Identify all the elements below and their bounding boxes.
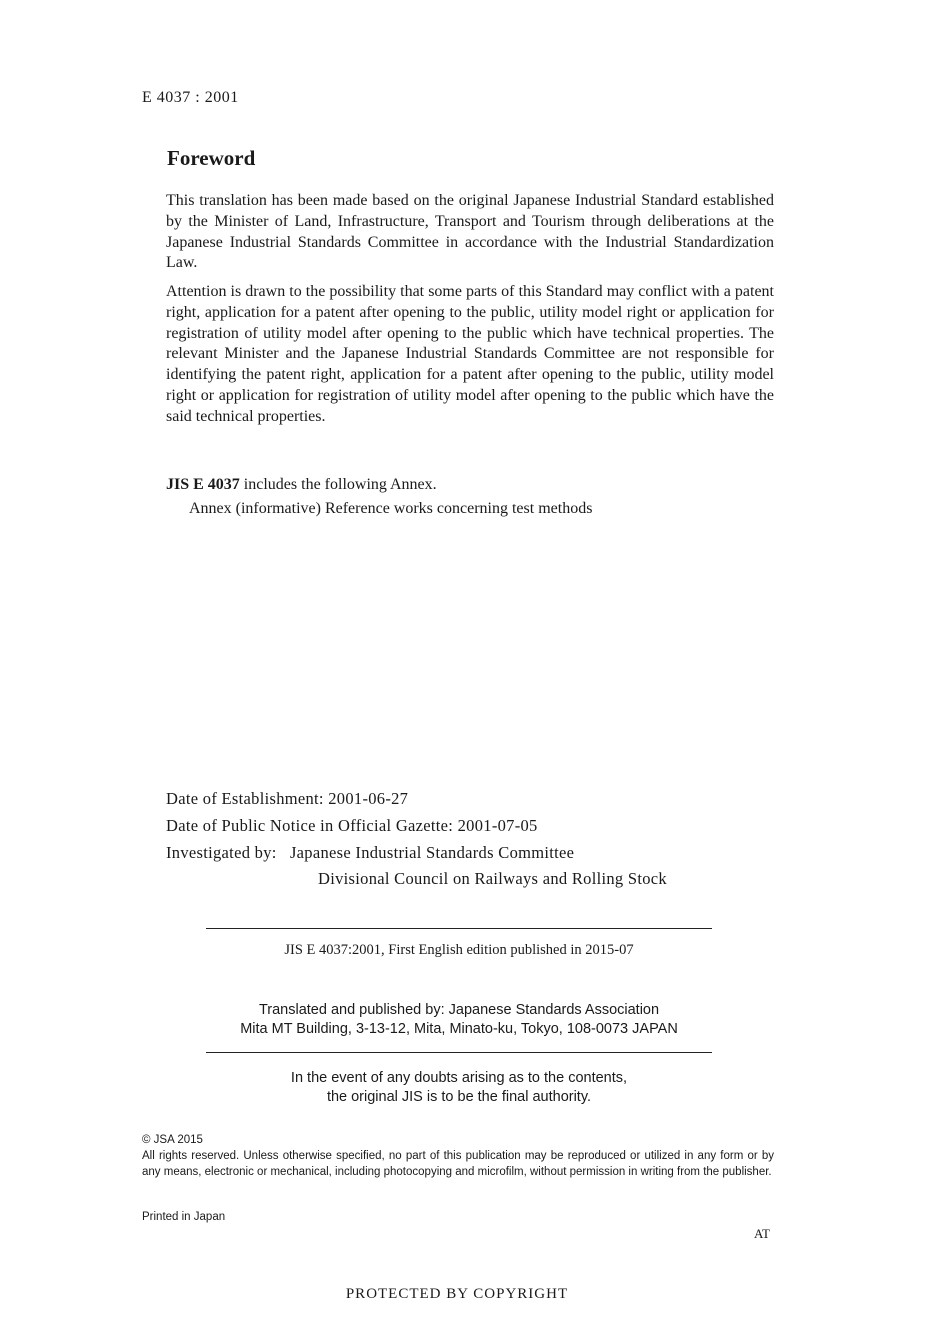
- foreword-paragraph-2: Attention is drawn to the possibility that some parts of this Standard may conflict with a patent right, application for a patent after opening to the public, utility model right or application for registration of utility model after opening to the public which have technical properties. The relevant Minister and the Japanese Industrial Standards Committee are not responsible for identifying the patent right, application for a patent after opening to the public, utility model right or application for registration of utility model after opening to the public which have the said technical properties.: [166, 283, 774, 425]
- annex-intro-text: includes the following Annex.: [239, 476, 437, 493]
- page-code: AT: [754, 1226, 770, 1241]
- investigated-by: [166, 843, 574, 863]
- annex-intro: [166, 475, 774, 496]
- foreword-paragraph-1: This translation has been made based on the original Japanese Industrial Standard established by the Minister of Land, Infrastructure, Transport and Tourism through deliberations at the Japanese Industrial Standards Committee in accordance with the Industrial Standardization Law.: [166, 192, 774, 272]
- establishment-date: Date of Establishment: 2001-06-27: [166, 789, 409, 808]
- divider-top: [206, 928, 712, 929]
- printed-in: Printed in Japan: [142, 1211, 226, 1223]
- investigated-label: Investigated by:: [166, 843, 277, 862]
- copyright-notice: © JSA 2015: [142, 1134, 203, 1146]
- investigated-committee: Japanese Industrial Standards Committee: [289, 843, 575, 862]
- public-notice-date: Date of Public Notice in Official Gazette: 2001-07-05: [166, 816, 538, 835]
- annex-item: Annex (informative) Reference works concerning test methods: [189, 500, 593, 517]
- address-line: Mita MT Building, 3-13-12, Mita, Minato-ku, Tokyo, 108-0073 JAPAN: [240, 1021, 678, 1037]
- publisher-line: Translated and published by: Japanese Standards Association: [258, 1002, 660, 1018]
- edition-line: JIS E 4037:2001, First English edition published in 2015-07: [284, 942, 634, 958]
- document-id: E 4037 : 2001: [142, 89, 239, 106]
- annex-intro-standard: JIS E 4037: [166, 476, 240, 493]
- copyright-watermark: PROTECTED BY COPYRIGHT: [345, 1286, 569, 1302]
- doubt-notice-line-2: the original JIS is to be the final authority.: [326, 1089, 592, 1105]
- investigated-council: Divisional Council on Railways and Rolling Stock: [318, 869, 667, 888]
- foreword-heading: Foreword: [167, 146, 256, 170]
- divider-bottom: [206, 1052, 712, 1053]
- doubt-notice-line-1: In the event of any doubts arising as to the contents,: [290, 1070, 628, 1086]
- rights-statement: All rights reserved. Unless otherwise specified, no part of this publication may be reproduced or utilized in any form or by any means, electronic or mechanical, including photocopying and microfilm, without permission in writing from the publisher.: [142, 1150, 774, 1178]
